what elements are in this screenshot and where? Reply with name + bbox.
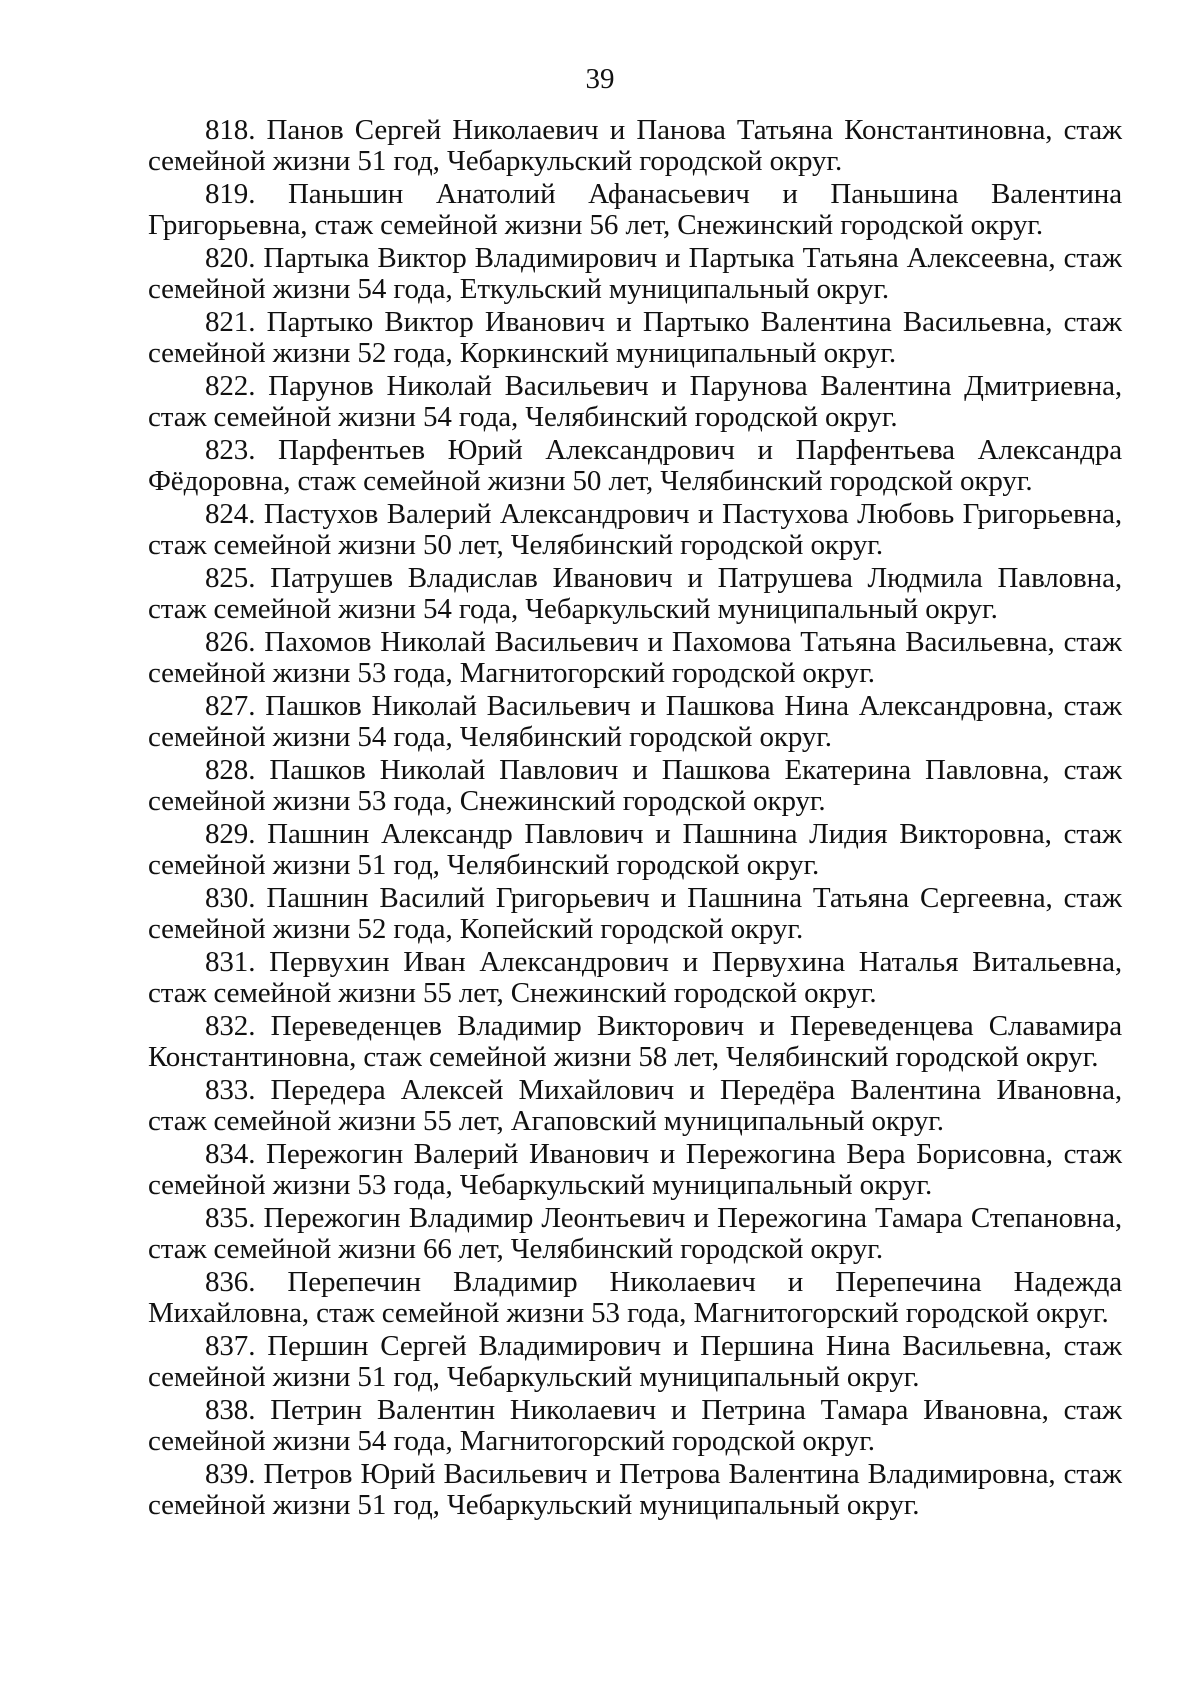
list-item: 837. Першин Сергей Владимирович и Першина Нина Васильевна, стаж семейной жизни 51 год, Чебаркульский муниципальный округ.	[148, 1330, 1122, 1393]
list-item: 835. Пережогин Владимир Леонтьевич и Пережогина Тамара Степановна, стаж семейной жизни 66 лет, Челябинский городской округ.	[148, 1202, 1122, 1265]
list-item: 825. Патрушев Владислав Иванович и Патрушева Людмила Павловна, стаж семейной жизни 54 года, Чебаркульский муниципальный округ.	[148, 562, 1122, 625]
entries-list	[148, 115, 1122, 1523]
list-item: 833. Передера Алексей Михайлович и Передёра Валентина Ивановна, стаж семейной жизни 55 лет, Агаповский муниципальный округ.	[148, 1074, 1122, 1137]
list-item: 821. Партыко Виктор Иванович и Партыко Валентина Васильевна, стаж семейной жизни 52 года, Коркинский муниципальный округ.	[148, 306, 1122, 369]
list-item: 838. Петрин Валентин Николаевич и Петрина Тамара Ивановна, стаж семейной жизни 54 года, Магнитогорский городской округ.	[148, 1394, 1122, 1457]
list-item: 822. Парунов Николай Васильевич и Парунова Валентина Дмитриевна, стаж семейной жизни 54 года, Челябинский городской округ.	[148, 370, 1122, 433]
list-item: 818. Панов Сергей Николаевич и Панова Татьяна Константиновна, стаж семейной жизни 51 год, Чебаркульский городской округ.	[148, 114, 1122, 177]
list-item: 828. Пашков Николай Павлович и Пашкова Екатерина Павловна, стаж семейной жизни 53 года, Снежинский городской округ.	[148, 754, 1122, 817]
list-item: 836. Перепечин Владимир Николаевич и Перепечина Надежда Михайловна, стаж семейной жизни 53 года, Магнитогорский городской округ.	[148, 1266, 1122, 1329]
list-item: 820. Партыка Виктор Владимирович и Партыка Татьяна Алексеевна, стаж семейной жизни 54 года, Еткульский муниципальный округ.	[148, 242, 1122, 305]
list-item: 831. Первухин Иван Александрович и Первухина Наталья Витальевна, стаж семейной жизни 55 лет, Снежинский городской округ.	[148, 946, 1122, 1009]
list-item: 827. Пашков Николай Васильевич и Пашкова Нина Александровна, стаж семейной жизни 54 года, Челябинский городской округ.	[148, 690, 1122, 753]
list-item: 826. Пахомов Николай Васильевич и Пахомова Татьяна Васильевна, стаж семейной жизни 53 года, Магнитогорский городской округ.	[148, 626, 1122, 689]
list-item: 830. Пашнин Василий Григорьевич и Пашнина Татьяна Сергеевна, стаж семейной жизни 52 года, Копейский городской округ.	[148, 882, 1122, 945]
list-item: 824. Пастухов Валерий Александрович и Пастухова Любовь Григорьевна, стаж семейной жизни 50 лет, Челябинский городской округ.	[148, 498, 1122, 561]
list-item: 834. Пережогин Валерий Иванович и Пережогина Вера Борисовна, стаж семейной жизни 53 года, Чебаркульский муниципальный округ.	[148, 1138, 1122, 1201]
list-item: 839. Петров Юрий Васильевич и Петрова Валентина Владимировна, стаж семейной жизни 51 год, Чебаркульский муниципальный округ.	[148, 1458, 1122, 1521]
list-item: 829. Пашнин Александр Павлович и Пашнина Лидия Викторовна, стаж семейной жизни 51 год, Челябинский городской округ.	[148, 818, 1122, 881]
list-item: 832. Переведенцев Владимир Викторович и Переведенцева Славамира Константиновна, стаж семейной жизни 58 лет, Челябинский городской округ.	[148, 1010, 1122, 1073]
list-item: 819. Паньшин Анатолий Афанасьевич и Паньшина Валентина Григорьевна, стаж семейной жизни 56 лет, Снежинский городской округ.	[148, 178, 1122, 241]
list-item: 823. Парфентьев Юрий Александрович и Парфентьева Александра Фёдоровна, стаж семейной жизни 50 лет, Челябинский городской округ.	[148, 434, 1122, 497]
page-number: 39	[585, 63, 615, 95]
